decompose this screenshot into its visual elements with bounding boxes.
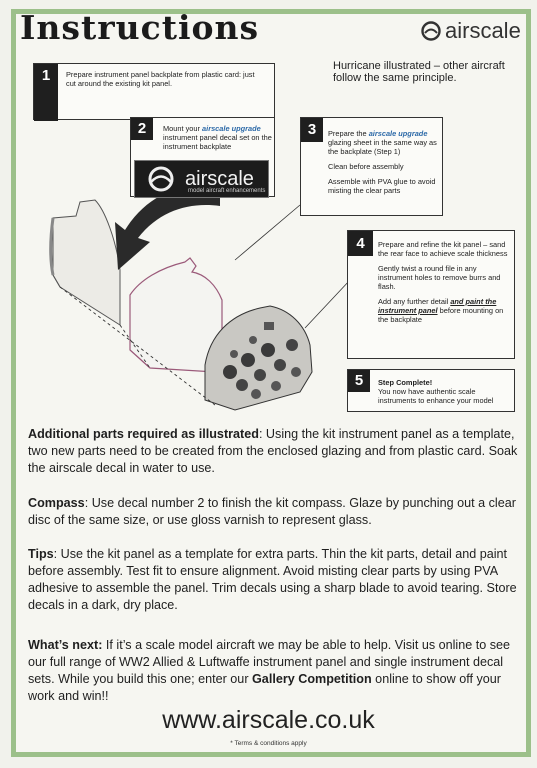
paragraph-additional-parts: Additional parts required as illustrated: Using the kit instrument panel as a template, two new parts need to be created from the enclosed glazing and from plastic card. Soak the airscale decal in water to use. [28, 427, 518, 475]
step-4-text-a: Prepare and refine the kit panel – sand the rear face to achieve scale thickness [378, 240, 508, 258]
step-4-text-c: Add any further detail and paint the instrument panel before mounting on the backplate [378, 297, 504, 324]
step-4-text-b: Gently twist a round file in any instrument holes to remove burrs and flash. [378, 264, 501, 291]
paragraph-tips: Tips: Use the kit panel as a template for extra parts. Thin the kit parts, detail and paint before assembly. Test fit to ensure alignment. Avoid misting clear parts by using PVA adhesive to assemble the panel. Trim decals using a sharp blade to avoid tearing. Store decals in a dark, dry place. [28, 547, 517, 612]
step-4-box [347, 230, 515, 359]
step-2-text: Mount your airscale upgrade instrument panel decal set on the instrument backplate [163, 124, 272, 151]
paragraph-whats-next: What’s next: If it’s a scale model aircraft we may be able to help. Visit us online to see our full range of WW2 Allied & Luftwaffe instrument panel and single instrument decal sets. While you build this one; enter our Gallery Competition online to show off your work and win!! [28, 638, 511, 703]
step-3-text-b: Clean before assembly [328, 162, 404, 171]
airscale-decal-logo [134, 160, 269, 198]
logo-subtext: model aircraft enhancements [188, 188, 266, 194]
step-5-heading: Step Complete! [378, 378, 433, 387]
terms-note: * Terms & conditions apply [230, 740, 307, 747]
hurricane-note: Hurricane illustrated – other aircraft follow the same principle. [333, 60, 505, 84]
step-5-number: 5 [348, 370, 370, 392]
step-4-number: 4 [348, 231, 373, 256]
step-5-text: You now have authentic scale instruments to enhance your model [378, 387, 494, 405]
step-1-text: Prepare instrument panel backplate from plastic card: just cut around the existing kit panel. [66, 70, 255, 88]
step-3-text-c: Assemble with PVA glue to avoid misting the clear parts [328, 177, 436, 195]
brand-logo [421, 18, 521, 44]
step-3-number: 3 [301, 118, 323, 142]
mounting-arrow [115, 186, 220, 270]
brand-name: airscale [445, 18, 521, 43]
step-1-number: 1 [34, 64, 58, 121]
airscale-logo-icon [421, 21, 441, 41]
page-title: Instructions [20, 8, 260, 47]
website-url: www.airscale.co.uk [162, 706, 375, 734]
step4-leader-line [305, 280, 350, 328]
airscale-swoosh-icon [145, 166, 177, 192]
paragraph-compass: Compass: Use decal number 2 to finish the kit compass. Glaze by punching out a clear disc of the same size, or use gloss varnish to represent glass. [28, 496, 516, 527]
step-3-box [300, 117, 443, 216]
step-1-box [33, 63, 275, 120]
step3-leader-line [235, 205, 300, 260]
step-2-number: 2 [131, 118, 153, 140]
step-5-box [347, 369, 515, 412]
step-3-text-a: Prepare the airscale upgrade glazing sheet in the same way as the backplate (Step 1) [328, 129, 437, 156]
logo-text: airscale [185, 167, 254, 190]
